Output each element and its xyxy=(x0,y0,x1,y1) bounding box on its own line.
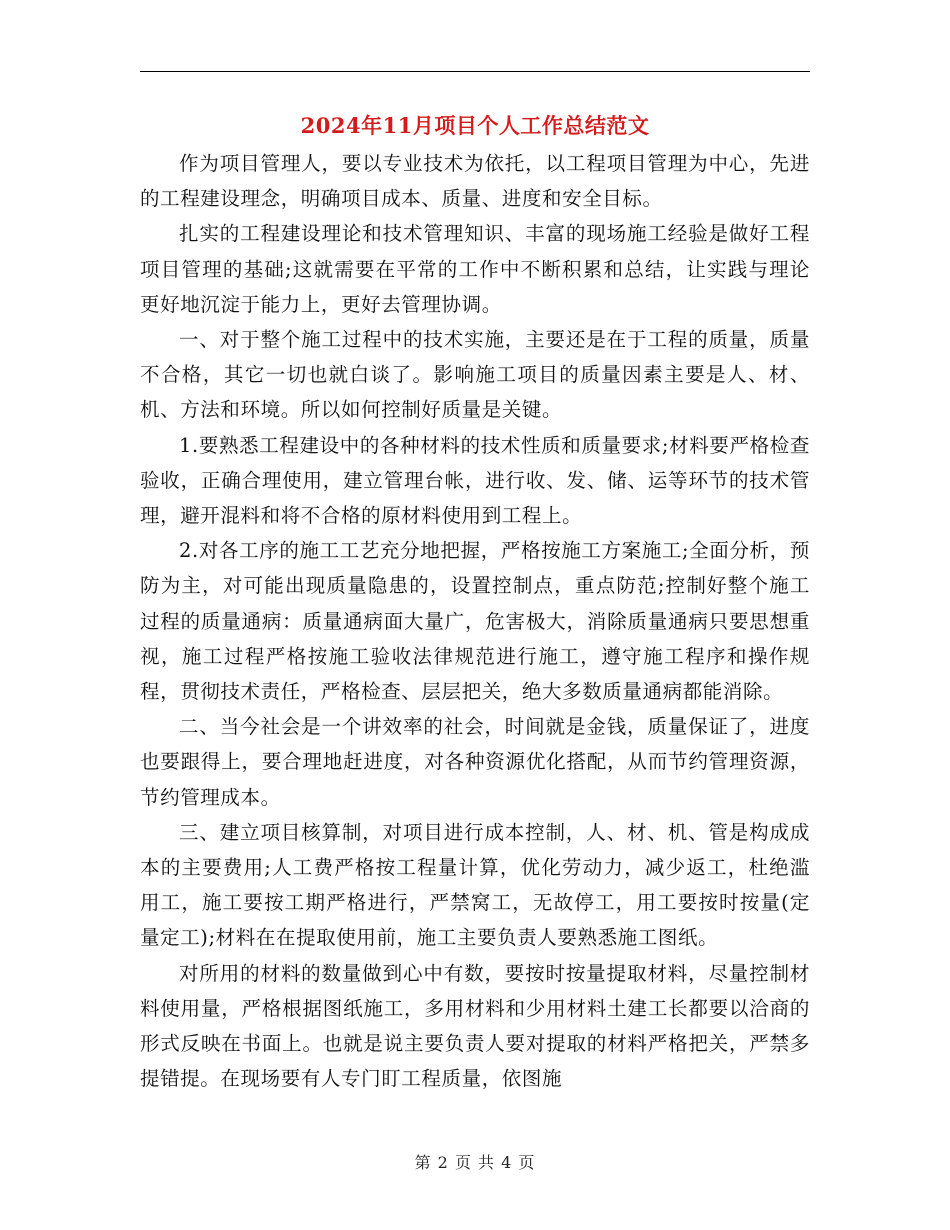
header-rule xyxy=(140,71,810,72)
document-body xyxy=(140,146,810,1096)
paragraph-intro: 作为项目管理人，要以专业技术为依托，以工程项目管理为中心，先进的工程建设理念，明确项目成本、质量、进度和安全目标。 xyxy=(140,152,810,211)
paragraph-section-two: 二、当今社会是一个讲效率的社会，时间就是金钱，质量保证了，进度也要跟得上，要合理地赶进度，对各种资源优化搭配，从而节约管理资源，节约管理成本。 xyxy=(140,715,810,809)
paragraph-materials: 对所用的材料的数量做到心中有数，要按时按量提取材料，尽量控制材料使用量，严格根据图纸施工，多用材料和少用材料土建工长都要以洽商的形式反映在书面上。也就是说主要负责人要对提取的材料严格把关，严禁多提错提。在现场要有人专门盯工程质量，依图施 xyxy=(140,961,810,1091)
paragraph-foundation: 扎实的工程建设理论和技术管理知识、丰富的现场施工经验是做好工程项目管理的基础;这就需要在平常的工作中不断积累和总结，让实践与理论更好地沉淀于能力上，更好去管理协调。 xyxy=(140,222,810,316)
paragraph-item-one: 1.要熟悉工程建设中的各种材料的技术性质和质量要求;材料要严格检查验收，正确合理使用，建立管理台帐，进行收、发、储、运等环节的技术管理，避开混料和将不合格的原材料使用到工程上。 xyxy=(140,433,810,528)
document-title: 2024年11月项目个人工作总结范文 xyxy=(300,113,650,138)
paragraph-section-one: 一、对于整个施工过程中的技术实施，主要还是在于工程的质量，质量不合格，其它一切也就白谈了。影响施工项目的质量因素主要是人、材、机、方法和环境。所以如何控制好质量是关键。 xyxy=(140,328,810,422)
paragraph-section-three: 三、建立项目核算制，对项目进行成本控制，人、材、机、管是构成成本的主要费用;人工费严格按工程量计算，优化劳动力，减少返工，杜绝滥用工，施工要按工期严格进行，严禁窝工，无故停工，用工要按时按量(定量定工);材料在在提取使用前，施工主要负责人要熟悉施工图纸。 xyxy=(140,820,810,950)
page-number: 第 2 页 共 4 页 xyxy=(414,1153,536,1172)
paragraph-item-two: 2.对各工序的施工工艺充分地把握，严格按施工方案施工;全面分析，预防为主，对可能出现质量隐患的，设置控制点，重点防范;控制好整个施工过程的质量通病：质量通病面大量广，危害极大，消除质量通病只要思想重视，施工过程严格按施工验收法律规范进行施工，遵守施工程序和操作规程，贯彻技术责任，严格检查、层层把关，绝大多数质量通病都能消除。 xyxy=(140,539,810,704)
